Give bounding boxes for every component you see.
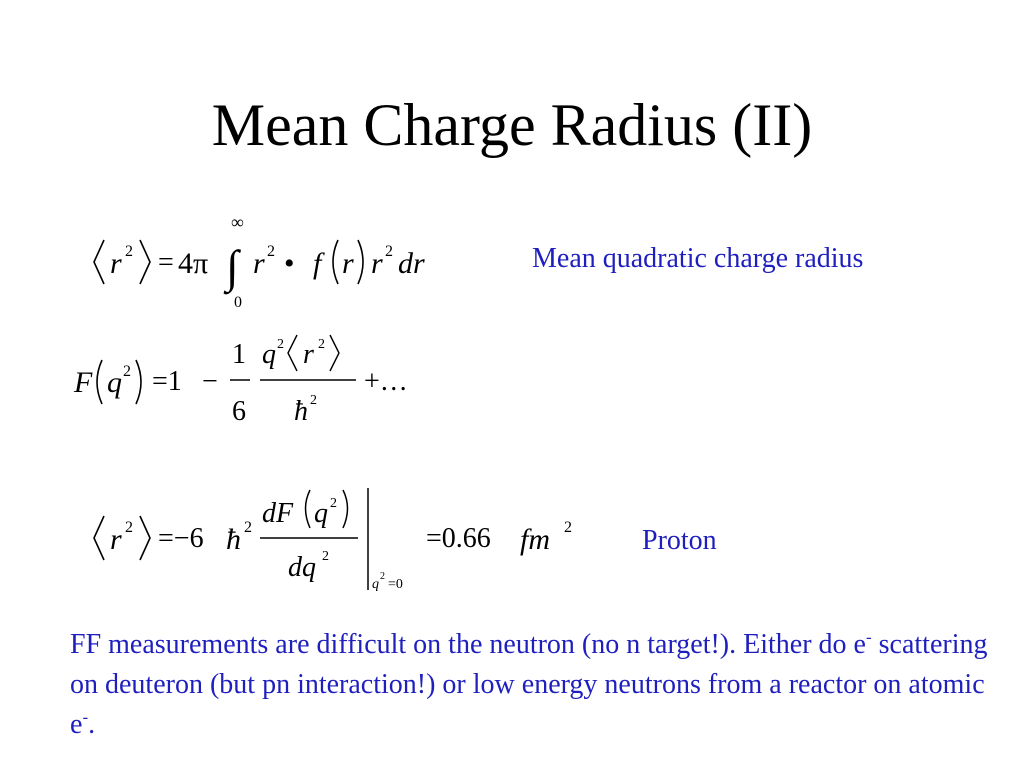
eq3-exp-fm: 2 bbox=[564, 519, 572, 536]
left-angle-bracket bbox=[94, 516, 104, 560]
fraction-numerator-one: 1 bbox=[232, 339, 246, 370]
eq2-q-num: q bbox=[262, 339, 276, 370]
eq2-exp-hbar: 2 bbox=[310, 393, 317, 408]
left-paren bbox=[97, 360, 102, 404]
right-paren bbox=[343, 490, 348, 528]
integral-lower-limit: 0 bbox=[234, 294, 242, 311]
eq2-F: F bbox=[74, 366, 93, 399]
eq1-exp-3: 2 bbox=[385, 243, 393, 260]
eq1-equals: = bbox=[158, 247, 174, 278]
left-angle-bracket bbox=[94, 240, 104, 284]
equation-2-svg bbox=[72, 330, 442, 430]
eq3-equals-value: =0.66 bbox=[426, 523, 491, 554]
eq3-exp: 2 bbox=[125, 519, 133, 536]
eq3-fm: fm bbox=[520, 523, 550, 556]
eq3-exp-hbar: 2 bbox=[244, 519, 252, 536]
right-paren bbox=[358, 240, 363, 284]
eq1-r: r bbox=[110, 247, 122, 280]
eq3-q: q bbox=[314, 498, 328, 529]
integral-upper-limit: ∞ bbox=[231, 212, 244, 232]
right-angle-bracket bbox=[140, 516, 150, 560]
equation-1-svg bbox=[90, 210, 460, 315]
equation-mean-square-radius bbox=[90, 210, 460, 320]
eq3-sub-exp: 2 bbox=[380, 571, 385, 582]
eq1-dr: dr bbox=[398, 247, 425, 280]
eq2-plus-dots: +… bbox=[364, 366, 408, 397]
slide-title: Mean Charge Radius (II) bbox=[211, 92, 813, 158]
right-angle-bracket bbox=[330, 335, 339, 371]
eq3-exp-q: 2 bbox=[330, 496, 337, 511]
eq2-minus: − bbox=[202, 366, 218, 397]
fraction-denominator-six: 6 bbox=[232, 396, 246, 427]
equation-form-factor-expansion bbox=[72, 330, 442, 435]
eq3-r: r bbox=[110, 523, 122, 556]
eq1-exp-2: 2 bbox=[267, 243, 275, 260]
paragraph-text-1: FF measurements are difficult on the neutron (no n target!). Either do e bbox=[70, 629, 866, 660]
electron-charge-superscript-1: - bbox=[865, 627, 872, 647]
dot-operator: • bbox=[284, 247, 295, 280]
left-angle-bracket bbox=[288, 335, 297, 371]
paragraph-text-3: . bbox=[88, 709, 96, 740]
eq1-r-2: r bbox=[253, 247, 265, 280]
eq2-hbar: ħ bbox=[294, 396, 308, 427]
eq1-r-4: r bbox=[371, 247, 383, 280]
right-angle-bracket bbox=[140, 240, 150, 284]
eq3-dq: dq bbox=[288, 552, 316, 583]
eq2-equals-one: =1 bbox=[152, 366, 182, 397]
eq3-hbar: ħ bbox=[226, 523, 241, 556]
left-paren bbox=[306, 490, 311, 528]
eq3-sub-eq0: =0 bbox=[388, 577, 403, 592]
eq3-equals-neg6: =−6 bbox=[158, 523, 204, 554]
right-paren bbox=[136, 360, 141, 404]
eq3-dF: dF bbox=[262, 498, 294, 529]
eq2-exp-num: 2 bbox=[277, 337, 284, 352]
eq1-r-3: r bbox=[342, 247, 354, 280]
paragraph-text-2: scattering on deuteron (but pn interaction!) or low energy neutrons from a reactor on atomic e bbox=[70, 629, 988, 740]
eq1-f: f bbox=[313, 247, 322, 280]
eq3-sub-q: q bbox=[372, 577, 379, 592]
integral-sign: ∫ bbox=[226, 241, 239, 292]
eq1-exp: 2 bbox=[125, 243, 133, 260]
eq2-exp-r: 2 bbox=[318, 337, 325, 352]
eq2-exp: 2 bbox=[123, 363, 131, 380]
mean-quadratic-label: Mean quadratic charge radius bbox=[532, 243, 864, 274]
proton-label: Proton bbox=[642, 525, 717, 556]
left-paren bbox=[333, 240, 338, 284]
eq1-four-pi: 4π bbox=[178, 247, 209, 280]
electron-charge-superscript-2: - bbox=[82, 707, 89, 727]
eq3-exp-dq: 2 bbox=[322, 549, 329, 564]
neutron-measurement-paragraph bbox=[70, 625, 990, 745]
eq2-q: q bbox=[107, 366, 122, 399]
equation-3-svg bbox=[90, 478, 590, 598]
eq2-r: r bbox=[303, 339, 314, 370]
equation-radius-derivative bbox=[90, 478, 590, 603]
